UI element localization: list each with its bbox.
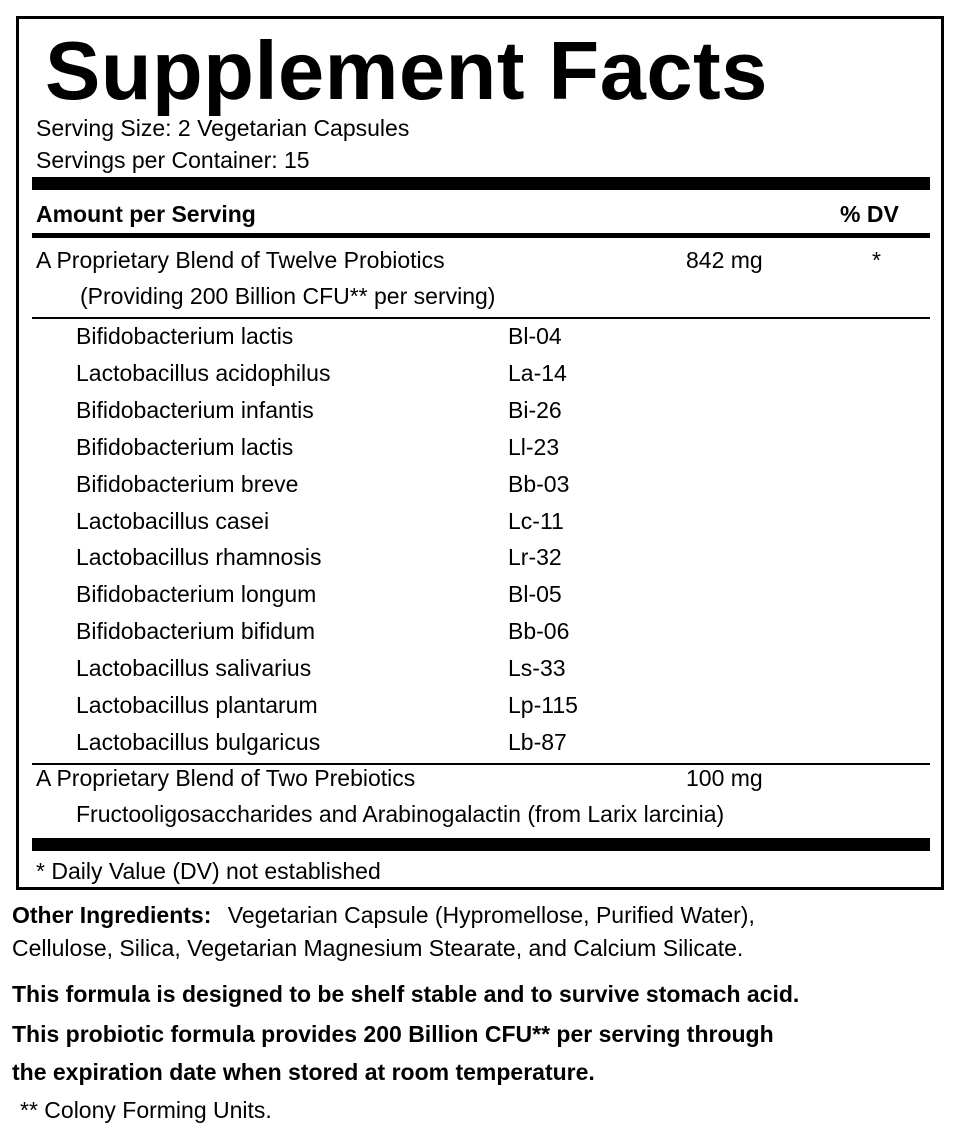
other-ingredients-line2: Cellulose, Silica, Vegetarian Magnesium Stearate, and Calcium Silicate. <box>12 935 744 961</box>
other-ingredients-label: Other Ingredients: <box>12 902 212 928</box>
strain-name: Bifidobacterium bifidum <box>76 618 316 644</box>
other-ingredients-line1 <box>12 901 755 929</box>
strain-code: Bb-06 <box>508 618 570 644</box>
blend1-note: (Providing 200 Billion CFU** per serving) <box>80 283 496 309</box>
thin-divider-strains <box>32 317 930 319</box>
claim-line2: This probiotic formula provides 200 Billion CFU** per serving through <box>12 1021 774 1047</box>
strain-name: Bifidobacterium infantis <box>76 397 314 423</box>
strain-name: Lactobacillus casei <box>76 508 270 534</box>
blend2-amount: 100 mg <box>686 765 763 791</box>
serving-size: Serving Size: 2 Vegetarian Capsules <box>36 115 410 141</box>
blend2-name: A Proprietary Blend of Two Prebiotics <box>36 765 416 791</box>
panel-title: Supplement Facts <box>45 24 768 117</box>
blend2-detail: Fructooligosaccharides and Arabinogalactin (from Larix larcinia) <box>76 801 725 827</box>
strain-code: Bi-26 <box>508 397 562 423</box>
strain-code: Ls-33 <box>508 655 566 681</box>
servings-per-container: Servings per Container: 15 <box>36 147 310 173</box>
strain-code: La-14 <box>508 360 567 386</box>
medium-divider <box>32 233 930 238</box>
strain-code: Lp-115 <box>508 692 578 718</box>
strain-code: Ll-23 <box>508 434 560 460</box>
strain-name: Bifidobacterium longum <box>76 581 317 607</box>
strain-name: Bifidobacterium lactis <box>76 434 294 460</box>
strain-name: Bifidobacterium breve <box>76 471 299 497</box>
blend1-amount: 842 mg <box>686 247 763 273</box>
dv-footnote: * Daily Value (DV) not established <box>36 858 381 884</box>
amount-per-serving-header: Amount per Serving <box>36 201 256 227</box>
claim-line3: the expiration date when stored at room temperature. <box>12 1059 595 1085</box>
strain-name: Lactobacillus acidophilus <box>76 360 331 386</box>
strain-code: Lb-87 <box>508 729 567 755</box>
strain-name: Lactobacillus plantarum <box>76 692 318 718</box>
claim-line1: This formula is designed to be shelf stable and to survive stomach acid. <box>12 981 800 1007</box>
dv-header: % DV <box>840 201 899 227</box>
supplement-facts-panel <box>16 16 944 890</box>
thick-divider-bottom <box>32 838 930 851</box>
strain-name: Lactobacillus salivarius <box>76 655 312 681</box>
strain-code: Lr-32 <box>508 544 562 570</box>
blend1-name: A Proprietary Blend of Twelve Probiotics <box>36 247 445 273</box>
strain-code: Bl-05 <box>508 581 562 607</box>
other-ingredients-text: Vegetarian Capsule (Hypromellose, Purified Water), <box>227 902 755 928</box>
blend1-dv: * <box>872 247 881 273</box>
thick-divider-top <box>32 177 930 190</box>
strain-code: Lc-11 <box>508 508 564 534</box>
strain-code: Bl-04 <box>508 323 562 349</box>
strain-name: Lactobacillus bulgaricus <box>76 729 321 755</box>
strain-name: Bifidobacterium lactis <box>76 323 294 349</box>
cfu-footnote: ** Colony Forming Units. <box>20 1097 272 1123</box>
strain-code: Bb-03 <box>508 471 570 497</box>
strain-name: Lactobacillus rhamnosis <box>76 544 322 570</box>
